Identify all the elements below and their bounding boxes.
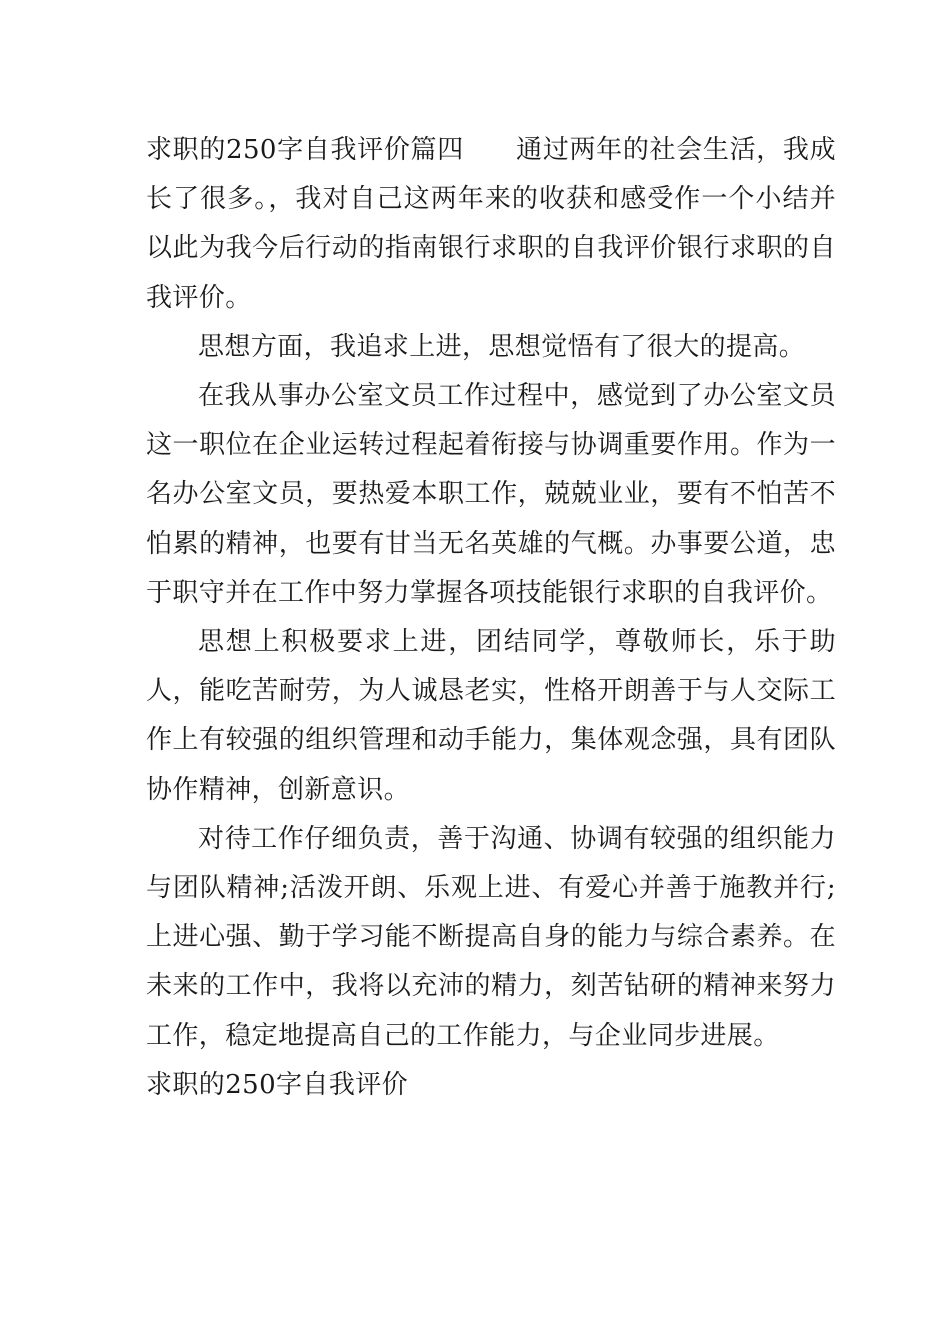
document-body (146, 126, 836, 1110)
paragraph-thought: 思想方面，我追求上进，思想觉悟有了很大的提高。 (198, 331, 806, 362)
paragraph-attitude: 对待工作仔细负责，善于沟通、协调有较强的组织能力与团队精神;活泼开朗、乐观上进、有爱心并善于施教并行;上进心强、勤于学习能不断提高自身的能力与综合素养。在未来的工作中，我将以充沛的精力，刻苦钻研的精神来努力工作，稳定地提高自己的工作能力，与企业同步进展。 (146, 823, 836, 1051)
paragraph-footer-title: 求职的250字自我评价 (146, 1069, 409, 1100)
section-heading: 求职的250字自我评价篇四 (146, 135, 464, 165)
paragraph-intro (146, 126, 836, 323)
paragraph-text: 通过两年的社会生活，我成长了很多。，我对自己这两年来的收获和感受作一个小结并以此为我今后行动的指南银行求职的自我评价银行求职的自我评价。 (146, 135, 836, 313)
paragraph-office-work: 在我从事办公室文员工作过程中，感觉到了办公室文员这一职位在企业运转过程起着衔接与协调重要作用。作为一名办公室文员，要热爱本职工作，兢兢业业，要有不怕苦不怕累的精神，也要有甘当无名英雄的气概。办事要公道，忠于职守并在工作中努力掌握各项技能银行求职的自我评价。 (146, 381, 836, 608)
paragraph-character: 思想上积极要求上进，团结同学，尊敬师长，乐于助人，能吃苦耐劳，为人诚恳老实，性格开朗善于与人交际工作上有较强的组织管理和动手能力，集体观念强，具有团队协作精神，创新意识。 (146, 627, 836, 805)
